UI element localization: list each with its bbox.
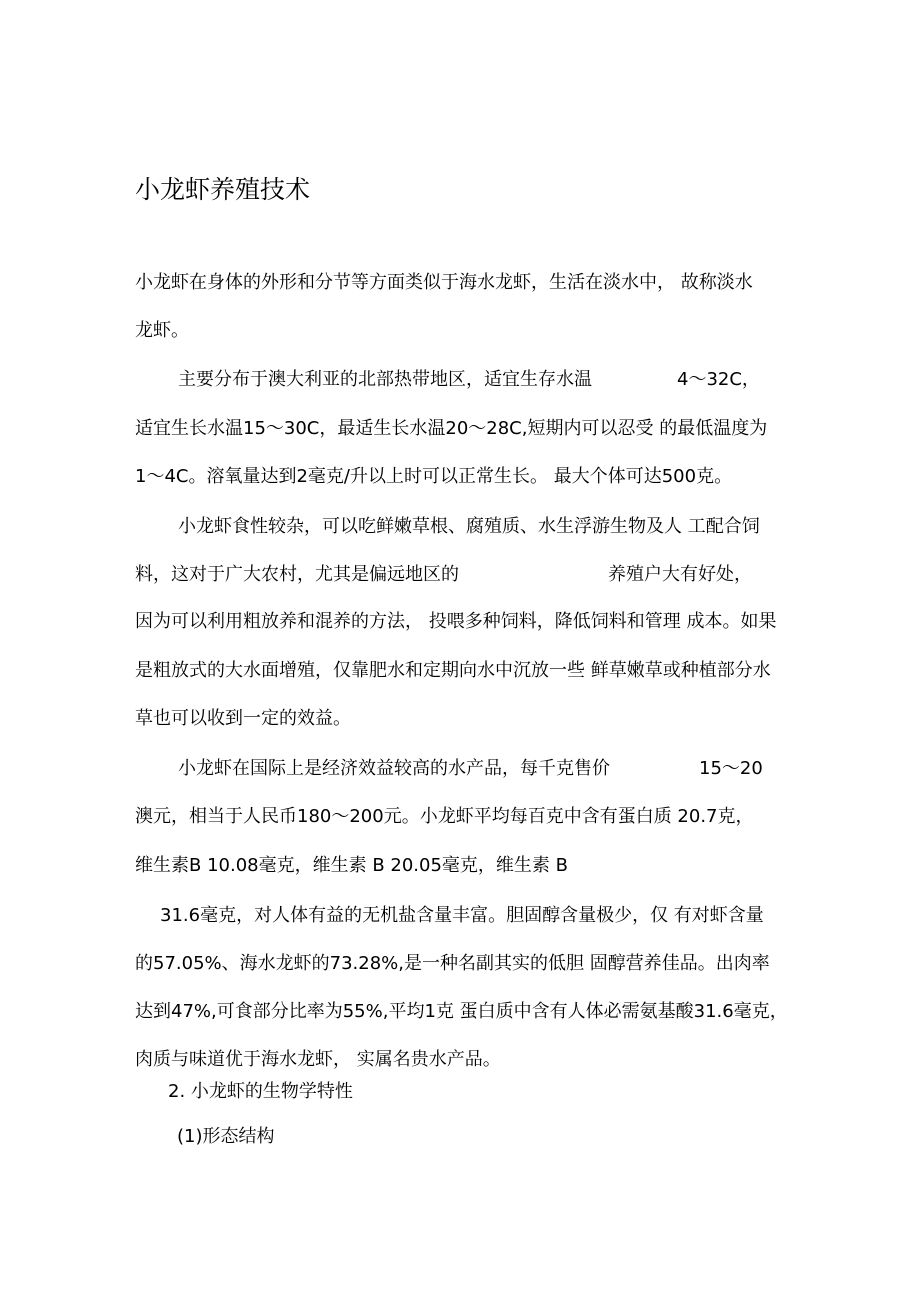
paragraph-line: 小龙虾食性较杂，可以吃鲜嫩草根、腐殖质、水生浮游生物及人 工配合饲 xyxy=(178,516,760,537)
document-title: 小龙虾养殖技术 xyxy=(135,175,311,204)
paragraph-line: 的57.05%、海水龙虾的73.28%,是一种名副其实的低胆 固醇营养佳品。出肉率 xyxy=(135,953,770,974)
paragraph-line: 小龙虾在身体的外形和分节等方面类似于海水龙虾，生活在淡水中， 故称淡水 xyxy=(135,272,753,293)
paragraph-line: 1〜4C。溶氧量达到2毫克/升以上时可以正常生长。 最大个体可达500克。 xyxy=(135,466,733,487)
paragraph-line: 料，这对于广大农村，尤其是偏远地区的 xyxy=(135,564,459,585)
paragraph-line: 达到47%,可食部分比率为55%,平均1克 蛋白质中含有人体必需氨基酸31.6毫克， xyxy=(135,1001,788,1022)
subsection-heading: (1)形态结构 xyxy=(177,1126,275,1147)
paragraph-line: 因为可以利用粗放养和混养的方法， 投喂多种饲料，降低饲料和管理 成本。如果 xyxy=(135,611,777,632)
section-heading: 2. 小龙虾的生物学特性 xyxy=(168,1081,353,1102)
paragraph-line: 肉质与味道优于海水龙虾， 实属名贵水产品。 xyxy=(135,1049,501,1070)
paragraph-line: 草也可以收到一定的效益。 xyxy=(135,708,351,729)
paragraph-line: 15〜20 xyxy=(699,758,763,779)
paragraph-line: 4〜32C， xyxy=(677,369,760,390)
paragraph-line: 养殖户大有好处， xyxy=(608,564,752,585)
paragraph-line: 维生素B 10.08毫克，维生素 B 20.05毫克，维生素 B xyxy=(135,855,568,876)
paragraph-line: 澳元，相当于人民币180〜200元。小龙虾平均每百克中含有蛋白质 20.7克， xyxy=(135,806,754,827)
paragraph-line: 小龙虾在国际上是经济效益较高的水产品，每千克售价 xyxy=(178,758,610,779)
paragraph-line: 31.6毫克，对人体有益的无机盐含量丰富。胆固醇含量极少，仅 有对虾含量 xyxy=(160,905,764,926)
paragraph-line: 主要分布于澳大利亚的北部热带地区，适宜生存水温 xyxy=(178,369,592,390)
paragraph-line: 龙虾。 xyxy=(135,320,189,341)
paragraph-line: 是粗放式的大水面增殖，仅靠肥水和定期向水中沉放一些 鲜草嫩草或种植部分水 xyxy=(135,660,771,681)
paragraph-line: 适宜生长水温15〜30C，最适生长水温20〜28C,短期内可以忍受 的最低温度为 xyxy=(135,418,768,439)
